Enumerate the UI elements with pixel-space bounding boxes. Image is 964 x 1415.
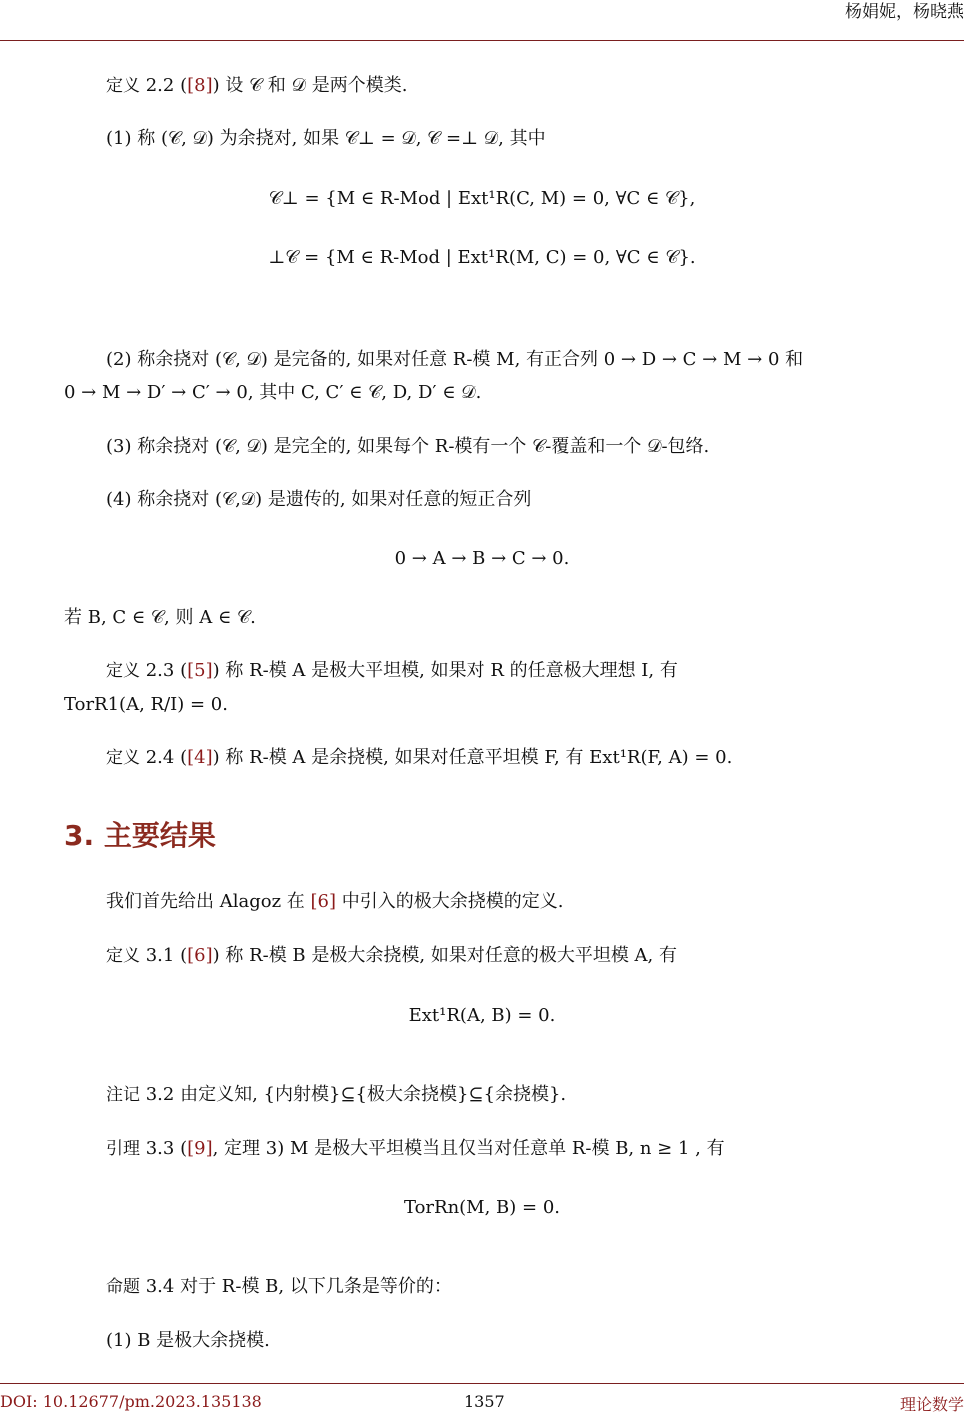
remark-label: 注记: [106, 1085, 140, 1105]
definition-text: ) 称 R-模 B 是极大余挠模, 如果对任意的极大平坦模 A, 有: [212, 945, 677, 966]
proposition-text: 3.4 对于 R-模 B, 以下几条是等价的：: [145, 1276, 452, 1297]
footer-rule: [0, 1383, 964, 1384]
definition-2-3: [106, 659, 678, 683]
definition-label: 定义: [106, 76, 140, 96]
definition-2-3-formula: TorR1(A, R/I) = 0.: [64, 694, 228, 715]
definition-label: 定义: [106, 661, 140, 681]
lemma-3-3: [106, 1137, 725, 1161]
definition-label: 定义: [106, 946, 140, 966]
citation-link[interactable]: [9]: [187, 1138, 213, 1159]
definition-2-4: [106, 746, 732, 770]
condition-text: 若 B, C ∈ 𝒞, 则 A ∈ 𝒞.: [64, 607, 256, 628]
journal-name[interactable]: 理论数学: [899, 1395, 964, 1414]
citation-link[interactable]: [6]: [187, 945, 213, 966]
item-2-line-2: 0 → M → D′ → C′ → 0, 其中 C, C′ ∈ 𝒞, D, D′ ∈ 𝒟.: [64, 382, 482, 403]
definition-number: 3.1 (: [145, 945, 188, 966]
equation-ext: Ext¹R(A, B) = 0.: [408, 1005, 556, 1026]
remark-3-2: [106, 1083, 566, 1107]
definition-number: 2.4 (: [145, 747, 188, 768]
definition-number: 2.3 (: [145, 660, 188, 681]
proposition-label: 命题: [106, 1277, 140, 1297]
definition-text: ) 称 R-模 A 是余挠模, 如果对任意平坦模 F, 有 Ext¹R(F, A) = 0.: [212, 747, 733, 768]
intro-paragraph: [106, 890, 563, 914]
lemma-text: , 定理 3) M 是极大平坦模当且仅当对任意单 R-模 B, n ≥ 1 , 有: [212, 1138, 725, 1159]
citation-link[interactable]: [6]: [310, 891, 336, 912]
definition-number: 2.2 (: [145, 75, 188, 96]
intro-text-post: 中引入的极大余挠模的定义.: [336, 891, 564, 912]
doi-link[interactable]: DOI: 10.12677/pm.2023.135138: [0, 1392, 262, 1411]
citation-link[interactable]: [5]: [187, 660, 213, 681]
item-1: (1) 称 (𝒞, 𝒟) 为余挠对, 如果 𝒞⊥ = 𝒟, 𝒞 =⊥ 𝒟, 其中: [106, 128, 546, 149]
proposition-item-1: (1) B 是极大余挠模.: [106, 1330, 270, 1351]
definition-2-2: [106, 74, 407, 98]
item-3: (3) 称余挠对 (𝒞, 𝒟) 是完全的, 如果每个 R-模有一个 𝒞-覆盖和一个 𝒟-包络.: [106, 436, 710, 457]
definition-text: ) 称 R-模 A 是极大平坦模, 如果对 R 的任意极大理想 I, 有: [212, 660, 678, 681]
definition-text: ) 设 𝒞 和 𝒟 是两个模类.: [212, 75, 408, 96]
item-4: (4) 称余挠对 (𝒞,𝒟) 是遗传的, 如果对任意的短正合列: [106, 489, 532, 510]
definition-label: 定义: [106, 748, 140, 768]
lemma-label: 引理: [106, 1139, 140, 1159]
citation-link[interactable]: [4]: [187, 747, 213, 768]
intro-text-pre: 我们首先给出 Alagoz 在: [106, 891, 311, 912]
citation-link[interactable]: [8]: [187, 75, 213, 96]
item-2-line-1: (2) 称余挠对 (𝒞, 𝒟) 是完备的, 如果对任意 R-模 M, 有正合列 0 → D → C → M → 0 和: [106, 349, 804, 370]
equation-perp-c: ⊥𝒞 = {M ∈ R-Mod | Ext¹R(M, C) = 0, ∀C ∈ 𝒞}.: [268, 247, 696, 268]
lemma-number: 3.3 (: [145, 1138, 188, 1159]
definition-3-1: [106, 944, 677, 968]
running-header-authors: 杨娟妮，杨晓燕: [845, 2, 964, 22]
equation-short-exact: 0 → A → B → C → 0.: [394, 548, 570, 569]
remark-text: 3.2 由定义知, {内射模}⊆{极大余挠模}⊆{余挠模}.: [145, 1084, 567, 1105]
page-number: 1357: [464, 1392, 505, 1411]
equation-tor: TorRn(M, B) = 0.: [403, 1197, 561, 1218]
section-heading: 3. 主要结果: [64, 819, 216, 852]
proposition-3-4: [106, 1275, 452, 1299]
header-rule: [0, 40, 964, 41]
equation-c-perp: 𝒞⊥ = {M ∈ R-Mod | Ext¹R(C, M) = 0, ∀C ∈ 𝒞},: [268, 188, 696, 209]
